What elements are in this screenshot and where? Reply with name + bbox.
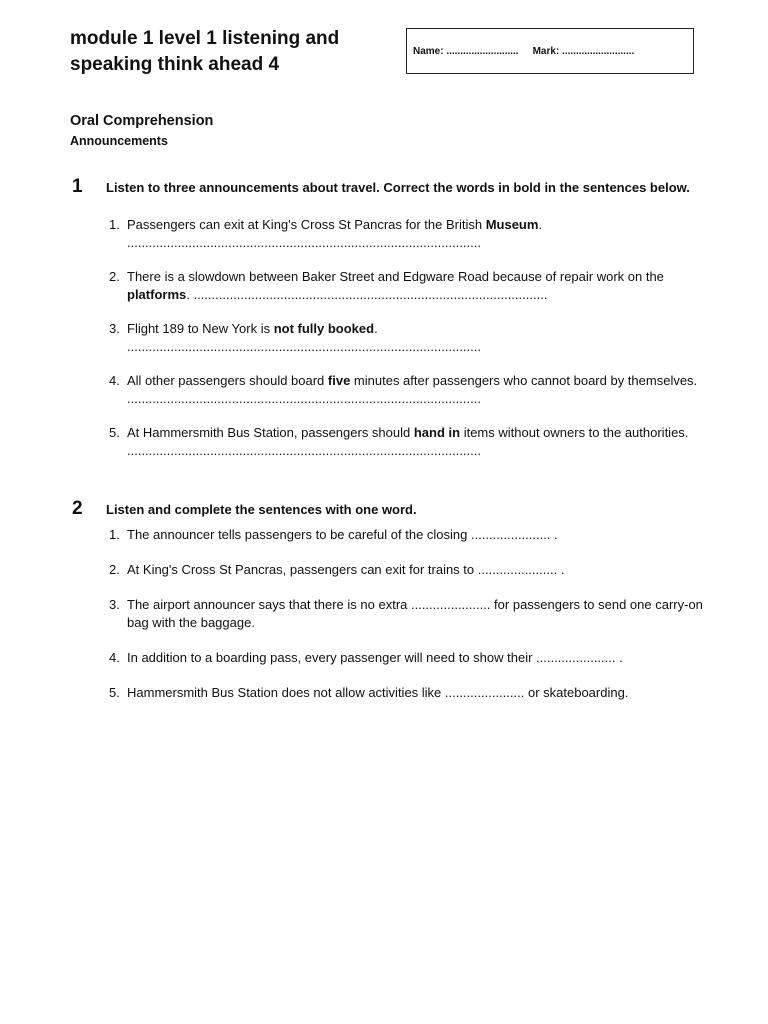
answer-blank[interactable]: .................................................................................................. xyxy=(127,235,481,250)
item-bold-word: platforms xyxy=(127,287,187,302)
item-number: 2. xyxy=(109,562,120,577)
item-text: There is a slowdown between Baker Street and Edgware Road because of repair work on the xyxy=(127,269,664,284)
item-text-end: . xyxy=(374,321,378,336)
exercise-2-item xyxy=(106,526,714,544)
exercise-number: 2 xyxy=(72,498,83,519)
exercise-1-item xyxy=(106,372,714,408)
item-text-end: . xyxy=(538,217,543,232)
answer-blank[interactable]: .................................................................................................. xyxy=(127,443,481,458)
exercise-2-item xyxy=(106,596,714,632)
item-number: 1. xyxy=(109,217,120,232)
exercise-1-item xyxy=(106,216,714,252)
item-text-end: minutes after passengers who cannot board by themselves. xyxy=(350,373,698,388)
section-subheading: Announcements xyxy=(70,134,168,148)
answer-blank[interactable]: .................................................................................................. xyxy=(127,391,481,406)
exercise-instruction: Listen and complete the sentences with one word. xyxy=(106,502,417,517)
exercise-instruction: Listen to three announcements about travel. Correct the words in bold in the sentences below. xyxy=(106,180,690,195)
item-number: 3. xyxy=(109,321,120,336)
name-field: Name: .......................... xyxy=(413,45,519,57)
item-bold-word: hand in xyxy=(413,425,461,440)
item-bold-word: not fully booked xyxy=(273,321,375,336)
item-text-end: . xyxy=(186,287,194,302)
exercise-1-item xyxy=(106,424,714,460)
item-number: 1. xyxy=(109,527,120,542)
answer-blank[interactable]: .................................................................................................. xyxy=(127,339,481,354)
exercise-2-items xyxy=(106,526,714,702)
exercise-2-item xyxy=(106,649,714,667)
item-text: At Hammersmith Bus Station, passengers should xyxy=(127,425,414,440)
item-number: 3. xyxy=(109,597,120,612)
exercise-1-item xyxy=(106,320,714,356)
exercise-2-item xyxy=(106,561,714,579)
item-number: 5. xyxy=(109,685,120,700)
exercise-number: 1 xyxy=(72,176,83,197)
item-text: Hammersmith Bus Station does not allow activities like ...................... or skateboarding. xyxy=(127,685,629,700)
name-mark-box xyxy=(406,28,694,74)
item-number: 4. xyxy=(109,650,120,665)
item-text-end: items without owners to the authorities. xyxy=(460,425,689,440)
mark-field: Mark: .......................... xyxy=(532,45,635,57)
exercise-1-item xyxy=(106,268,714,304)
item-bold-word: Museum xyxy=(485,217,539,232)
item-text: Flight 189 to New York is xyxy=(127,321,274,336)
item-number: 5. xyxy=(109,425,120,440)
exercise-2-item xyxy=(106,684,714,702)
item-text: At King's Cross St Pancras, passengers can exit for trains to ...................... . xyxy=(127,562,565,577)
section-heading: Oral Comprehension xyxy=(70,113,214,129)
item-text: Passengers can exit at King's Cross St Pancras for the British xyxy=(127,217,486,232)
answer-blank[interactable]: .................................................................................................. xyxy=(193,287,548,302)
item-text: All other passengers should board xyxy=(127,373,328,388)
worksheet-title: module 1 level 1 listening and speaking think ahead 4 xyxy=(70,28,340,75)
item-number: 4. xyxy=(109,373,120,388)
exercise-1-items xyxy=(106,216,714,460)
item-text: The announcer tells passengers to be careful of the closing ...................... . xyxy=(127,527,558,542)
item-text: In addition to a boarding pass, every passenger will need to show their ...................... . xyxy=(127,650,623,665)
item-text: The airport announcer says that there is no extra ...................... for passengers to send one carry-on bag with the baggage. xyxy=(127,597,703,630)
item-number: 2. xyxy=(109,269,120,284)
item-bold-word: five xyxy=(327,373,351,388)
